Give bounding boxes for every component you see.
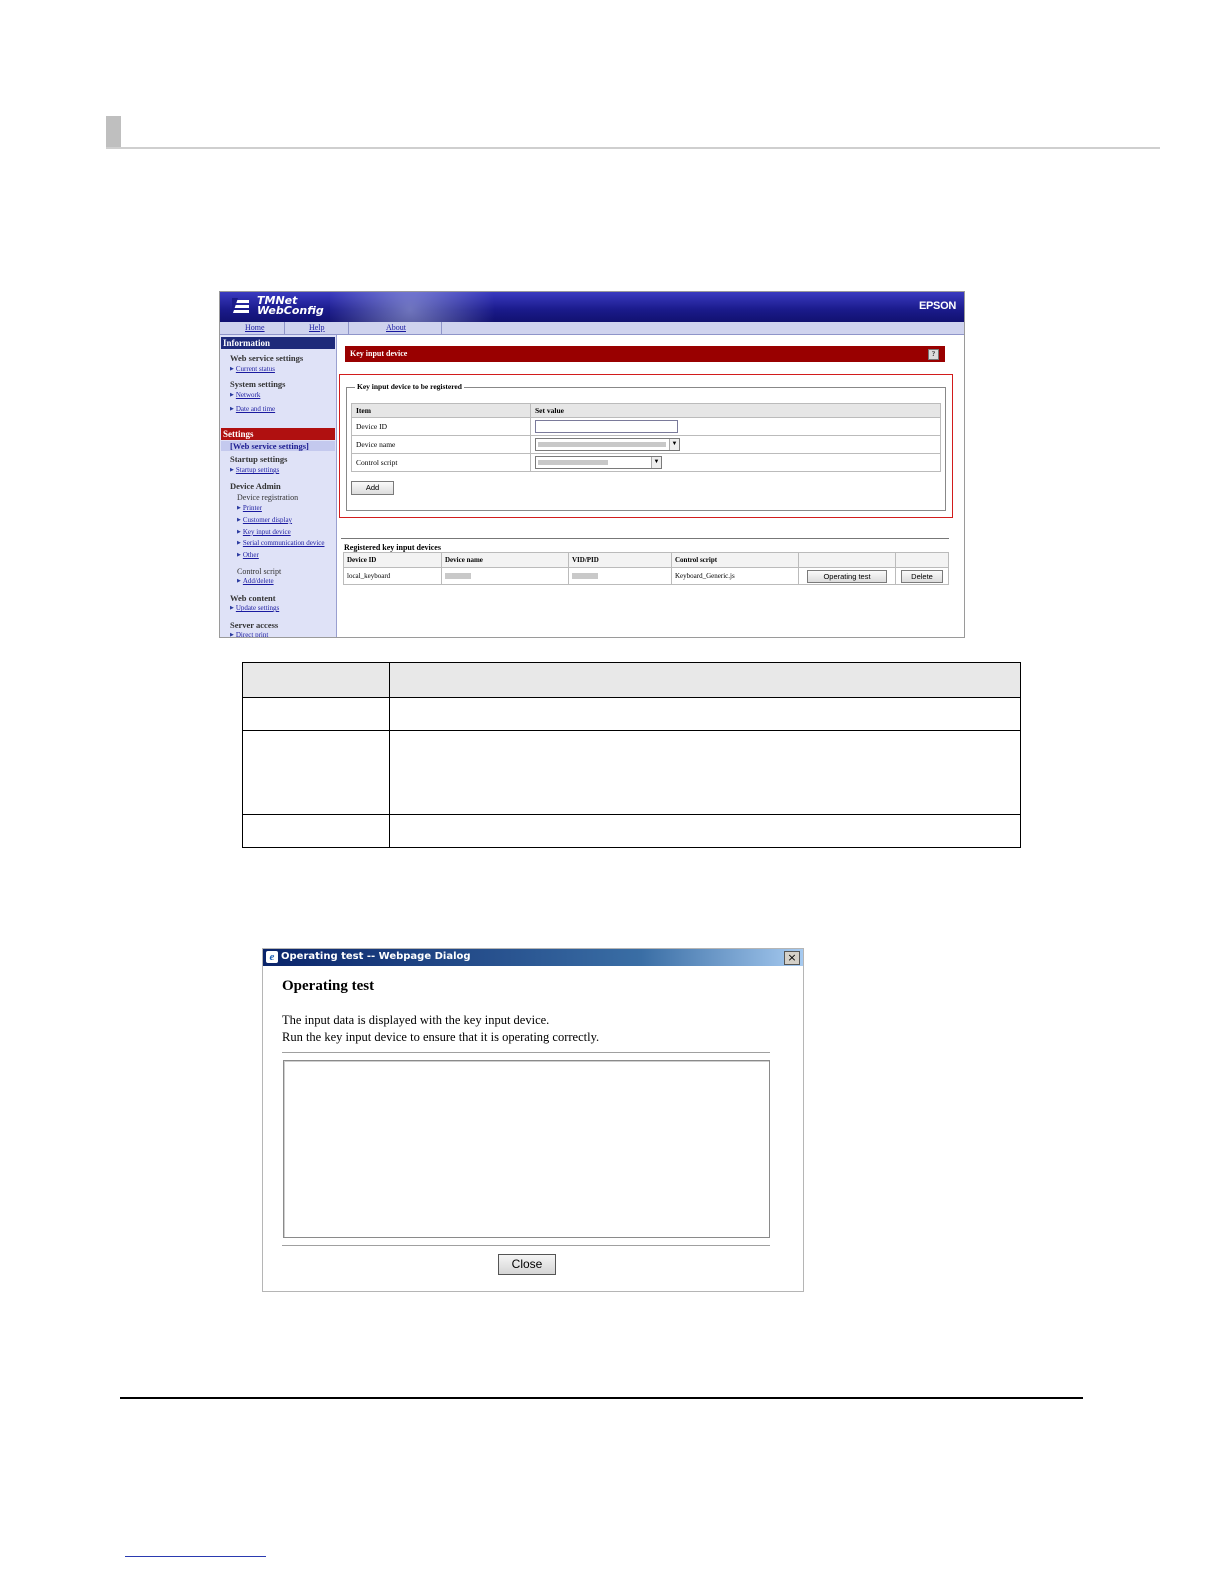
operating-test-button[interactable]: Operating test: [807, 570, 887, 583]
nav-divider: [348, 322, 349, 334]
redacted-value: [572, 573, 598, 579]
sidebar-group-web-service: Web service settings: [230, 353, 304, 363]
app-logo: TMNet WebConfig: [257, 294, 324, 317]
chevron-down-icon: ▼: [651, 457, 661, 468]
brand-logo: EPSON: [918, 300, 956, 312]
nav-divider: [284, 322, 285, 334]
table-header-row: [352, 404, 941, 418]
description-table: [242, 662, 1021, 848]
add-button[interactable]: Add: [351, 481, 394, 495]
sidebar-item-update-settings[interactable]: ▶ Update settings: [230, 604, 279, 612]
fieldset-legend: Key input device to be registered: [357, 382, 462, 391]
sidebar: [220, 335, 337, 637]
sidebar-item-direct-print[interactable]: ▶ Direct print: [230, 631, 268, 638]
nav-divider: [441, 322, 442, 334]
tmnet-logo-icon: [232, 298, 250, 316]
header-set-value: Set value: [531, 404, 941, 418]
table-row: [352, 454, 941, 472]
sidebar-item-network[interactable]: ▶ Network: [230, 391, 260, 399]
sidebar-header-settings: Settings: [221, 428, 335, 440]
cell-control-script: Keyboard_Generic.js: [672, 568, 799, 585]
dialog-divider: [282, 1052, 770, 1053]
cell-control-script: [531, 454, 941, 472]
control-script-select[interactable]: [535, 456, 662, 469]
cell-device-name: [531, 436, 941, 454]
sidebar-item-serial-device[interactable]: ▶ Serial communication device: [237, 539, 325, 547]
section-marker: [106, 116, 121, 148]
input-data-textarea[interactable]: [283, 1060, 770, 1238]
cell-device-name: [442, 568, 569, 585]
table-cell: [243, 731, 390, 815]
sidebar-group-startup: Startup settings: [230, 454, 288, 464]
sidebar-item-startup-settings[interactable]: ▶ Startup settings: [230, 466, 279, 474]
registered-devices-table: [343, 552, 949, 585]
sidebar-item-key-input-device[interactable]: ▶ Key input device: [237, 528, 291, 536]
chevron-down-icon: ▼: [669, 439, 679, 450]
device-name-select[interactable]: [535, 438, 680, 451]
sidebar-item-printer[interactable]: ▶ Printer: [237, 504, 262, 512]
cell-test: [799, 568, 896, 585]
nav-help-link[interactable]: Help: [309, 323, 325, 332]
device-name-value-redacted: [538, 442, 666, 447]
registered-title: Registered key input devices: [344, 543, 441, 552]
panel-title-bar: [345, 346, 945, 362]
header-item: Item: [352, 404, 531, 418]
device-id-input[interactable]: [535, 420, 678, 433]
control-script-value-redacted: [538, 460, 608, 465]
sidebar-item-add-delete[interactable]: ▶ Add/delete: [237, 577, 274, 585]
col-device-name: Device name: [442, 553, 569, 568]
cell-device-id: local_keyboard: [344, 568, 442, 585]
table-header-row: [243, 663, 1021, 698]
col-control-script: Control script: [672, 553, 799, 568]
table-row: [344, 568, 949, 585]
table-header-row: [344, 553, 949, 568]
dialog-title: Operating test -- Webpage Dialog: [281, 951, 471, 962]
browser-icon: e: [266, 951, 278, 963]
table-cell: [243, 815, 390, 848]
table-row: [243, 698, 1021, 731]
sidebar-label-device-registration: Device registration: [237, 493, 299, 502]
table-cell: [390, 698, 1021, 731]
sidebar-item-current-status[interactable]: ▶ Current status: [230, 365, 275, 373]
delete-button[interactable]: Delete: [901, 570, 943, 583]
table-row: [352, 436, 941, 454]
app-banner: [220, 292, 964, 322]
top-nav: [220, 322, 964, 335]
panel-title: Key input device: [350, 349, 408, 358]
table-row: [352, 418, 941, 436]
label-device-id: Device ID: [352, 418, 531, 436]
registered-divider: [341, 538, 949, 539]
table-cell: [390, 815, 1021, 848]
table-cell: [390, 663, 1021, 698]
dialog-text-line1: The input data is displayed with the key input device.: [282, 1013, 550, 1027]
dialog-titlebar: [263, 949, 803, 966]
help-icon[interactable]: ?: [928, 349, 939, 360]
registration-fieldset: [346, 382, 946, 511]
banner-graphic: [330, 292, 530, 322]
label-device-name: Device name: [352, 436, 531, 454]
sidebar-group-web-content: Web content: [230, 593, 276, 603]
close-button[interactable]: Close: [498, 1254, 556, 1275]
col-test: [799, 553, 896, 568]
sidebar-group-server-access: Server access: [230, 620, 279, 630]
operating-test-dialog: [262, 948, 804, 1292]
sidebar-item-web-service-selected[interactable]: [Web service settings]: [221, 441, 335, 451]
cell-device-id: [531, 418, 941, 436]
sidebar-item-other[interactable]: ▶ Other: [237, 551, 259, 559]
dialog-divider: [282, 1245, 770, 1246]
cell-delete: [896, 568, 949, 585]
section-rule: [106, 147, 1160, 149]
redacted-value: [445, 573, 471, 579]
table-row: [243, 815, 1021, 848]
dialog-heading: Operating test: [282, 978, 375, 994]
col-device-id: Device ID: [344, 553, 442, 568]
cell-vid-pid: [569, 568, 672, 585]
sidebar-group-device-admin: Device Admin: [230, 481, 281, 491]
close-icon[interactable]: ×: [784, 951, 800, 965]
table-row: [243, 731, 1021, 815]
nav-about-link[interactable]: About: [386, 323, 406, 332]
sidebar-header-information: Information: [221, 337, 335, 349]
table-cell: [390, 731, 1021, 815]
sidebar-label-control-script: Control script: [237, 567, 282, 576]
webconfig-screenshot: [219, 291, 965, 638]
col-vid-pid: VID/PID: [569, 553, 672, 568]
registration-form-table: [351, 403, 941, 472]
sidebar-item-customer-display[interactable]: ▶ Customer display: [237, 516, 292, 524]
label-control-script: Control script: [352, 454, 531, 472]
nav-home-link[interactable]: Home: [245, 323, 265, 332]
col-delete: [896, 553, 949, 568]
sidebar-group-system: System settings: [230, 379, 286, 389]
page-footer-rule: [120, 1397, 1083, 1399]
sidebar-item-date-time[interactable]: ▶ Date and time: [230, 405, 275, 413]
registration-frame: [339, 374, 953, 518]
dialog-text-line2: Run the key input device to ensure that it is operating correctly.: [282, 1030, 600, 1044]
table-cell: [243, 698, 390, 731]
table-cell: [243, 663, 390, 698]
footer-link-underline: [125, 1556, 266, 1557]
